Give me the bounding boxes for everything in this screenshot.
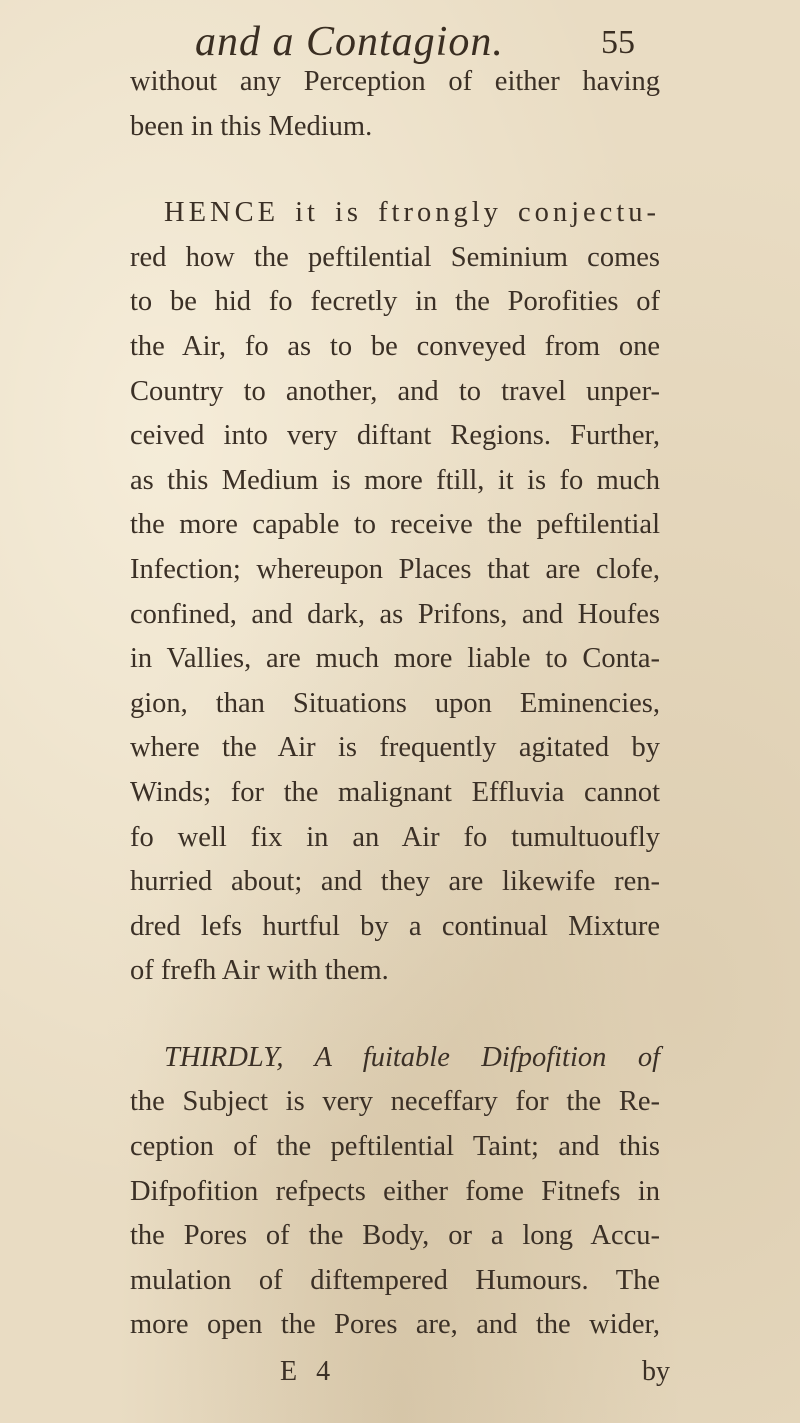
signature-mark: E 4 xyxy=(280,1356,337,1387)
text-line: the Subject is very neceffary for the Re- xyxy=(130,1086,660,1118)
page-footer xyxy=(280,1356,670,1400)
text-line: confined, and dark, as Prifons, and Houfes xyxy=(130,598,660,630)
body-text xyxy=(130,60,660,1348)
text-line: as this Medium is more ftill, it is fo much xyxy=(130,464,660,496)
text-line: Difpofition refpects either fome Fitnefs in xyxy=(130,1175,660,1207)
catchword: by xyxy=(642,1356,670,1387)
text-line: the more capable to receive the peftilential xyxy=(130,509,660,541)
text-line: without any Perception of either having xyxy=(130,66,660,97)
text-line: where the Air is frequently agitated by xyxy=(130,732,660,764)
text-line: ceived into very diftant Regions. Further, xyxy=(130,420,660,452)
paragraph-gap xyxy=(130,994,660,1036)
text-line: gion, than Situations upon Eminencies, xyxy=(130,687,660,719)
text-line: Winds; for the malignant Effluvia cannot xyxy=(130,776,660,808)
text-line: HENCE it is ftrongly conjectu- xyxy=(164,197,660,229)
text-line: red how the peftilential Seminium comes xyxy=(130,241,660,273)
text-line: more open the Pores are, and the wider, xyxy=(130,1309,660,1341)
text-line: THIRDLY, A fuitable Difpofition of xyxy=(164,1041,660,1073)
text-line: fo well fix in an Air fo tumultuoufly xyxy=(130,821,660,853)
text-line: the Pores of the Body, or a long Accu- xyxy=(130,1220,660,1252)
text-line: Country to another, and to travel unper- xyxy=(130,375,660,407)
text-line: of frefh Air with them. xyxy=(130,955,389,987)
text-line: Infection; whereupon Places that are clofe, xyxy=(130,553,660,585)
text-line: ception of the peftilential Taint; and this xyxy=(130,1131,660,1163)
running-title: and a Contagion. xyxy=(195,19,504,65)
text-line: mulation of diftempered Humours. The xyxy=(130,1264,660,1296)
text-line: to be hid fo fecretly in the Porofities of xyxy=(130,286,660,318)
text-line: dred lefs hurtful by a continual Mixture xyxy=(130,910,660,942)
text-line: been in this Medium. xyxy=(130,110,373,142)
text-line: hurried about; and they are likewife ren- xyxy=(130,866,660,898)
text-line: in Vallies, are much more liable to Conta- xyxy=(130,643,660,675)
page-number: 55 xyxy=(601,24,635,61)
paragraph-gap xyxy=(130,149,660,191)
text-line: the Air, fo as to be conveyed from one xyxy=(130,330,660,362)
